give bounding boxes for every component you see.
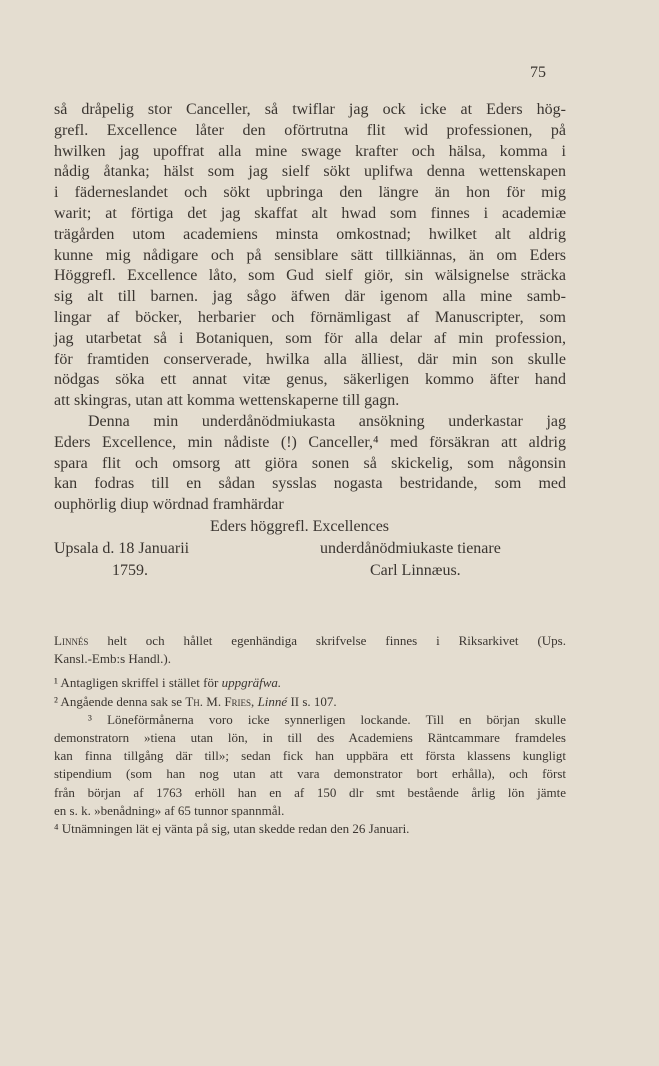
signature: Carl Linnæus. [370,561,461,579]
text-line: Höggrefl. Excellence låto, som Gud sielf giör, sin wälsignelse sträcka [54,267,566,285]
text-line: grefl. Excellence låter den oförtrutna flit wid professionen, på [54,121,566,139]
text-line: Eders Excellence, min nådiste (!) Canceller,⁴ med försäkran att aldrig [54,433,566,451]
footnote-1-italic: uppgräfwa. [221,675,282,691]
text-line: sig alt till barnen. jag sågo äfwen där igenom alla mine samb- [54,288,566,306]
footnote-3-line: en s. k. »benådning» af 65 tunnor spannmål. [54,802,285,818]
source-note [54,632,566,650]
source-author: Linnés [54,633,89,648]
letter-body [54,100,566,582]
text-line: kunne mig nådigare och på sensiblare sätt tillkiännas, än om Eders [54,246,566,264]
text-line: nödgas söka ett annat vitæ genus, säkerligen kommo äfter hand [54,371,566,389]
footnote-1 [54,674,566,692]
footnote-2 [54,693,566,711]
page-number: 75 [530,64,546,81]
place-date: Upsala d. 18 Januarii [54,539,190,557]
text-line: warit; at förtiga det jag skaffat alt hwad som finnes i academiæ [54,204,566,222]
footnote-2-author: Th. M. Fries, [185,693,255,709]
text-line: så dråpelig stor Canceller, så twiflar jag ock icke at Eders hög- [54,101,566,118]
footnote-3-line: ³ Löneförmånerna voro icke synnerligen lockande. Till en början skulle [88,711,566,727]
text-line: ouphörlig diup wördnad framhärdar [54,496,284,514]
closing-salutation-line [54,516,566,538]
text-line: lingar af böcker, herbarier och förnämligast af Manuscripter, som [54,308,566,326]
text-line: att skingras, utan att komma wettenskaperne till gagn. [54,392,400,410]
year: 1759. [112,561,148,579]
footnote-3-line: demonstratorn »tiena utan lön, in till des Academiens Räntcammare framdeles [54,729,566,745]
text-line: nådig åtanka; hälst som jag sielf sökt uplifwa denna wettenskapen [54,163,566,181]
footnote-1-text: ¹ Antagligen skriffel i stället för [54,675,222,691]
footnote-3-line: kan finna tillgång där till»; sedan fick han uppbära ett första klassens kungligt [54,748,566,764]
closing-salutation: Eders höggrefl. Excellences [210,517,390,535]
source-note-text: helt och hållet egenhändiga skrifvelse finnes i Riksarkivet (Ups. [88,633,566,648]
footnote-3-line: från början af 1763 erhöll han en af 150 dlr smt bestående årlig lön jämte [54,784,566,800]
footnote-2-title: Linné [257,693,288,709]
text-line: trägården utom academiens minsta omkostnad; hwilket alt aldrig [54,225,566,243]
footnote-3-line: stipendium (som han nog utan att vara demonstrator bort erhålla), och först [54,766,566,782]
subscription: underdånödmiukaste tienare [320,539,501,557]
closing-place-line [54,538,566,560]
closing-signature-line [54,560,566,582]
text-line: för framtiden conserverade, hwilka alla älliest, där min son skulle [54,350,566,368]
text-line: hwilken jag upoffrat alla mine swage krafter och hälsa, komma i [54,142,566,160]
source-note-line-2: Kansl.-Emb:s Handl.). [54,651,171,667]
text-line: kan fodras till en sådan sysslas nogasta bestridande, som med [54,475,566,493]
text-line: jag utarbetat så i Botaniquen, som för alla delar af min profession, [54,329,566,347]
text-line: i fäderneslandet och sökt upbringa den längre än hon för mig [54,184,566,202]
footnote-2-text: ² Angående denna sak se [54,693,186,709]
footnotes [54,632,566,838]
footnote-2-ref: II s. 107. [287,693,337,709]
text-line: Denna min underdånödmiukasta ansökning underkastar jag [88,412,566,430]
footnote-4: ⁴ Utnämningen lät ej vänta på sig, utan skedde redan den 26 Januari. [54,820,410,836]
text-line: spara flit och omsorg att giöra sonen så skickelig, som någonsin [54,454,566,472]
